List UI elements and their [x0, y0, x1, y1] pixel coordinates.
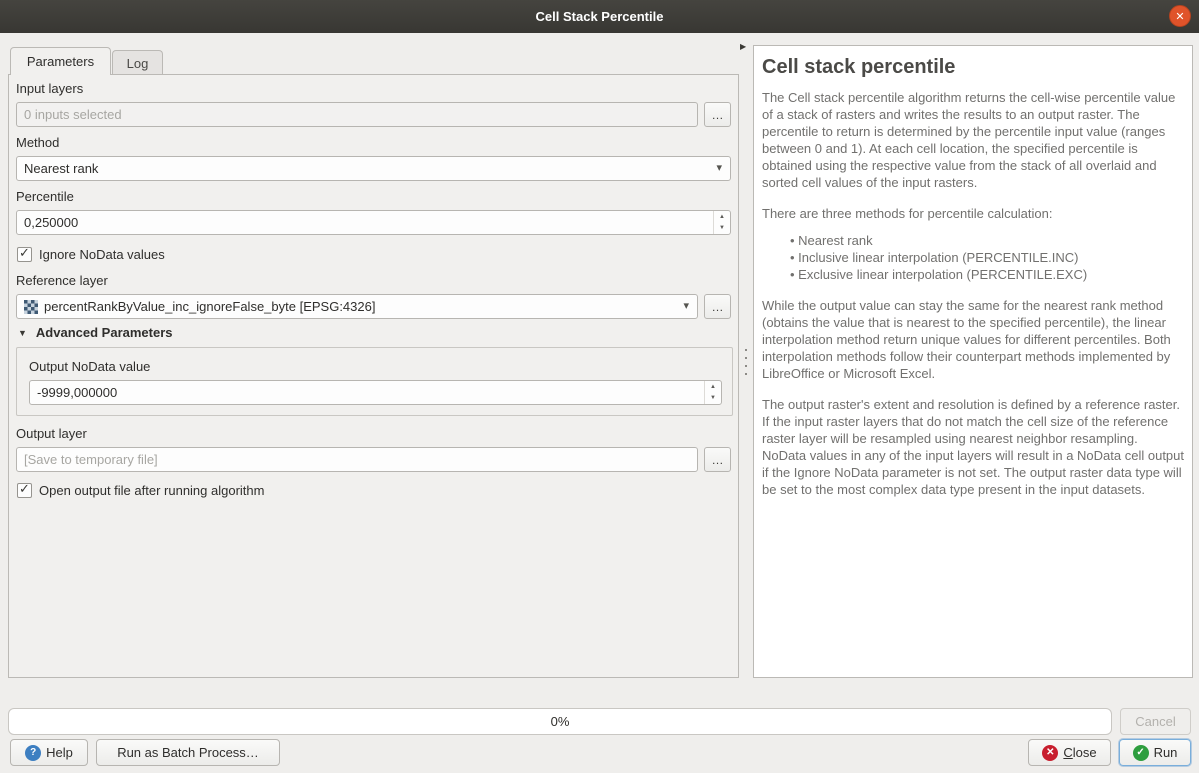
- raster-layer-icon: [24, 300, 38, 314]
- input-layers-browse-button[interactable]: …: [704, 102, 731, 127]
- run-button[interactable]: [1119, 739, 1191, 766]
- tab-parameters[interactable]: Parameters: [10, 47, 111, 75]
- help-method-list: [790, 232, 1184, 283]
- advanced-parameters-group: [16, 347, 733, 416]
- percentile-label: Percentile: [16, 189, 74, 204]
- list-item: • Nearest rank: [790, 232, 1184, 249]
- method-select[interactable]: [16, 156, 731, 181]
- progress-bar: [8, 708, 1112, 735]
- help-button[interactable]: [10, 739, 88, 766]
- list-item: • Inclusive linear interpolation (PERCENTILE.INC): [790, 249, 1184, 266]
- run-button-label: Run: [1153, 745, 1178, 760]
- open-output-checkbox[interactable]: [17, 483, 32, 498]
- title-bar: [0, 0, 1199, 33]
- spin-down-icon[interactable]: ▼: [719, 225, 725, 232]
- run-as-batch-button[interactable]: [96, 739, 280, 766]
- chevron-down-icon: ▾: [716, 162, 722, 174]
- window-title: Cell Stack Percentile: [535, 9, 664, 24]
- output-layer-browse-button[interactable]: …: [704, 447, 731, 472]
- reference-layer-value: percentRankByValue_inc_ignoreFalse_byte [EPSG:4326]: [44, 299, 376, 314]
- spin-up-icon[interactable]: ▲: [710, 383, 716, 390]
- cancel-button[interactable]: Cancel: [1120, 708, 1191, 735]
- percentile-spinbox: [16, 210, 731, 235]
- help-paragraph: There are three methods for percentile calculation:: [762, 206, 1053, 221]
- spin-down-icon[interactable]: ▼: [710, 395, 716, 402]
- output-layer-field[interactable]: [16, 447, 698, 472]
- window-close-icon[interactable]: ✕: [1169, 5, 1191, 27]
- reference-layer-select[interactable]: [16, 294, 698, 319]
- checkmark-icon: ✓: [19, 481, 30, 496]
- help-button-label: Help: [46, 745, 73, 760]
- tab-log[interactable]: Log: [112, 50, 163, 75]
- help-title: Cell stack percentile: [762, 56, 956, 78]
- advanced-parameters-header[interactable]: [18, 325, 173, 340]
- ignore-nodata-label[interactable]: Ignore NoData values: [39, 247, 165, 262]
- collapse-triangle-icon: ▼: [18, 327, 27, 338]
- percentile-input[interactable]: [17, 211, 712, 234]
- output-nodata-spinbox: [29, 380, 722, 405]
- input-layers-label: Input layers: [16, 81, 84, 96]
- progress-percent: 0%: [550, 714, 570, 729]
- list-item: • Exclusive linear interpolation (PERCENTILE.EXC): [790, 266, 1184, 283]
- help-paragraph: The Cell stack percentile algorithm returns the cell-wise percentile value of a stack of rasters and writes the results to an output raster. The percentile to return is determined by the percentile input value (ranges between 0 and 1). At each cell location, the specified percentile is obtained using the respective value from the stack of all overlaid and sorted cell values of the input rasters.: [762, 90, 1176, 190]
- run-as-batch-label: Run as Batch Process…: [117, 745, 259, 760]
- help-icon: ?: [25, 745, 41, 761]
- close-button-label: Close: [1063, 745, 1097, 760]
- reference-layer-label: Reference layer: [16, 273, 108, 288]
- checkmark-icon: ✓: [19, 245, 30, 260]
- chevron-down-icon: ▾: [683, 300, 689, 312]
- run-icon: ✓: [1133, 745, 1149, 761]
- reference-layer-browse-button[interactable]: …: [704, 294, 731, 319]
- panel-splitter-handle[interactable]: [744, 344, 748, 378]
- ignore-nodata-checkbox[interactable]: [17, 247, 32, 262]
- advanced-parameters-title: Advanced Parameters: [35, 325, 173, 340]
- spin-up-icon[interactable]: ▲: [719, 213, 725, 220]
- close-icon: ✕: [1042, 745, 1058, 761]
- help-panel: [753, 45, 1193, 678]
- output-layer-label: Output layer: [16, 426, 87, 441]
- input-layers-field[interactable]: [16, 102, 698, 127]
- help-paragraph: The output raster's extent and resolution is defined by a reference raster. If the input raster layers that do not match the cell size of the reference raster layer will be resampled using nearest neighbor resampling. NoData values in any of the input layers will result in a NoData cell output if the Ignore NoData parameter is not set. The output raster data type will be set to the most complex data type present in the input datasets.: [762, 397, 1184, 497]
- close-button[interactable]: [1028, 739, 1111, 766]
- output-nodata-input[interactable]: [30, 381, 703, 404]
- open-output-label[interactable]: Open output file after running algorithm: [39, 483, 265, 498]
- help-paragraph: While the output value can stay the same for the nearest rank method (obtains the value that is nearest to the specified percentile), the linear interpolation method return unique values for different percentiles. Both interpolation methods follow their counterpart methods implemented by LibreOffice or Microsoft Excel.: [762, 298, 1171, 381]
- method-value: Nearest rank: [24, 161, 99, 176]
- output-nodata-label: Output NoData value: [29, 359, 151, 374]
- parameters-panel: [8, 74, 739, 678]
- splitter-collapse-icon[interactable]: ▶: [740, 42, 747, 51]
- method-label: Method: [16, 135, 60, 150]
